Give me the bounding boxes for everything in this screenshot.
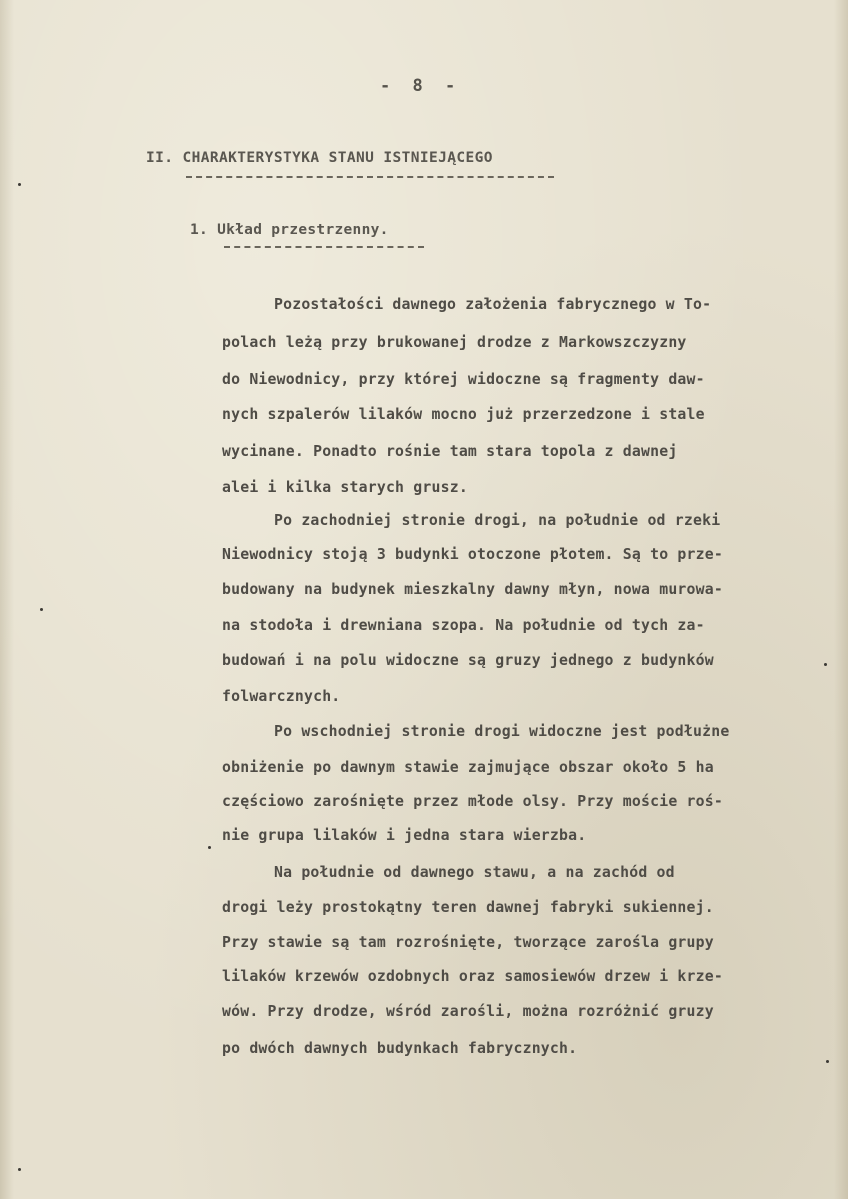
text-line: alei i kilka starych grusz. <box>222 479 468 496</box>
text-line: po dwóch dawnych budynkach fabrycznych. <box>222 1040 578 1057</box>
margin-speck <box>826 1060 829 1063</box>
text-line: na stodoła i drewniana szopa. Na południe od tych za- <box>222 617 705 634</box>
text-line: budowań i na polu widoczne są gruzy jednego z budynków <box>222 652 714 669</box>
text-line: wów. Przy drodze, wśród zarośli, można rozróżnić gruzy <box>222 1003 714 1020</box>
text-line: lilaków krzewów ozdobnych oraz samosiewów drzew i krze- <box>222 968 723 985</box>
text-line: budowany na budynek mieszkalny dawny młyn, nowa murowa- <box>222 581 723 598</box>
text-line: częściowo zarośnięte przez młode olsy. Przy moście roś- <box>222 793 723 810</box>
text-line: polach leżą przy brukowanej drodze z Markowszczyzny <box>222 334 687 351</box>
margin-speck <box>18 183 21 186</box>
text-line: Niewodnicy stoją 3 budynki otoczone płotem. Są to prze- <box>222 546 723 563</box>
text-line: nych szpalerów lilaków mocno już przerzedzone i stale <box>222 406 705 423</box>
section-title-underline <box>186 176 554 178</box>
text-line: obniżenie po dawnym stawie zajmujące obszar około 5 ha <box>222 759 714 776</box>
subsection-title: 1. Układ przestrzenny. <box>190 222 389 238</box>
margin-speck <box>18 1168 21 1171</box>
section-title: II. CHARAKTERYSTYKA STANU ISTNIEJĄCEGO <box>146 150 493 166</box>
page-number: - 8 - <box>380 76 462 96</box>
text-line: Na południe od dawnego stawu, a na zachód od <box>274 864 675 881</box>
margin-speck <box>40 608 43 611</box>
text-line: folwarcznych. <box>222 688 341 705</box>
margin-speck <box>208 846 211 849</box>
text-line: drogi leży prostokątny teren dawnej fabryki sukiennej. <box>222 899 714 916</box>
text-line: Przy stawie są tam rozrośnięte, tworzące zarośla grupy <box>222 934 714 951</box>
subsection-title-underline <box>224 246 424 248</box>
text-line: Po zachodniej stronie drogi, na południe od rzeki <box>274 512 721 529</box>
text-line: wycinane. Ponadto rośnie tam stara topola z dawnej <box>222 443 678 460</box>
text-line: Po wschodniej stronie drogi widoczne jest podłużne <box>274 723 730 740</box>
text-line: Pozostałości dawnego założenia fabrycznego w To- <box>274 296 712 313</box>
text-line: nie grupa lilaków i jedna stara wierzba. <box>222 827 587 844</box>
margin-speck <box>824 663 827 666</box>
text-line: do Niewodnicy, przy której widoczne są fragmenty daw- <box>222 371 705 388</box>
